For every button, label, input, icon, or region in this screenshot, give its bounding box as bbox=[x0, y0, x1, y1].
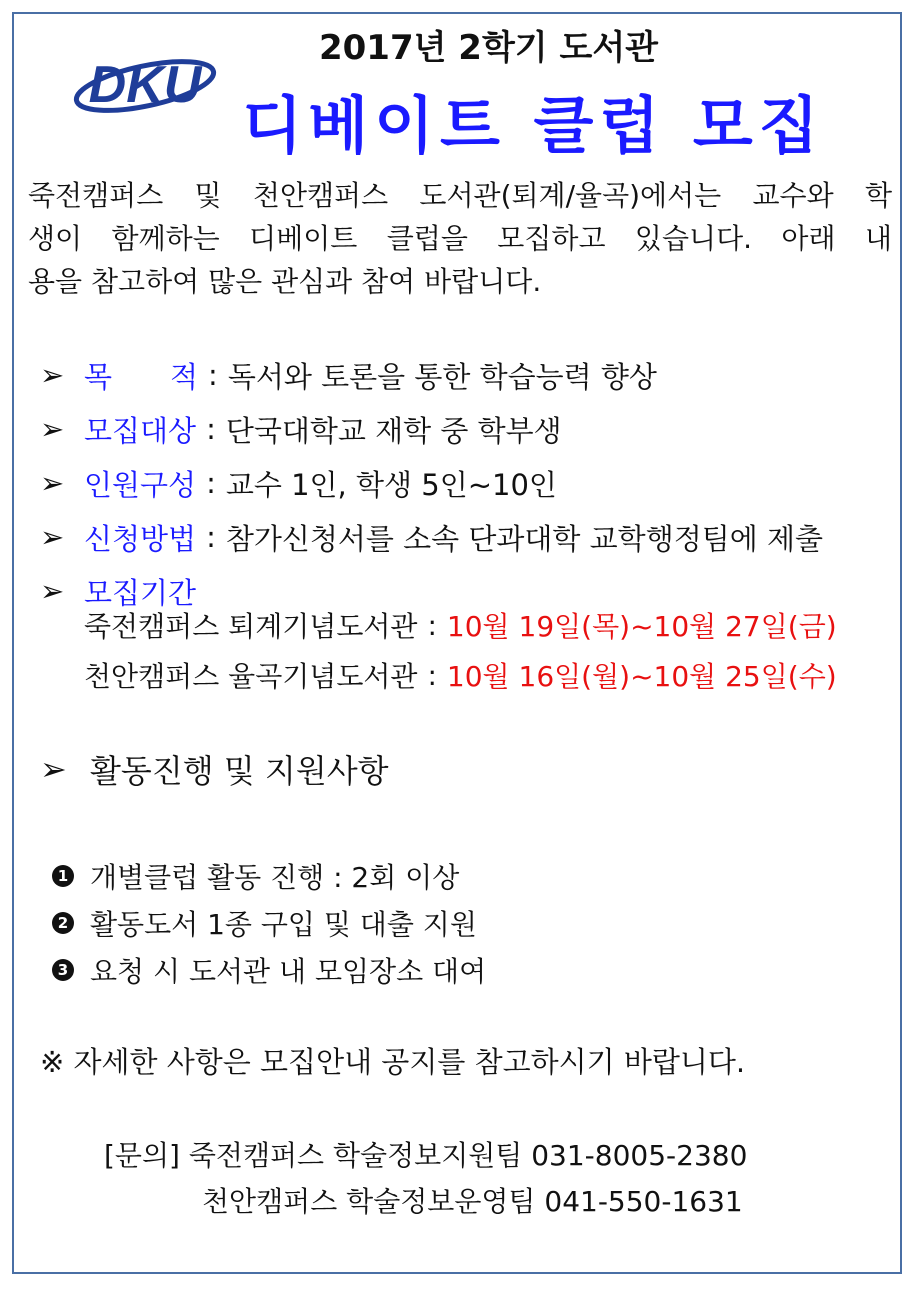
activity-text: 개별클럽 활동 진행 : 2회 이상 bbox=[90, 860, 460, 894]
arrow-bullet-icon: ➢ bbox=[40, 750, 67, 788]
poster-subtitle: 2017년 2학기 도서관 bbox=[318, 28, 659, 68]
arrow-bullet-icon: ➢ bbox=[40, 466, 65, 500]
detail-value: 참가신청서를 소속 단과대학 교학행정팀에 제출 bbox=[225, 521, 823, 556]
period-dates: 10월 16일(월)~10월 25일(수) bbox=[446, 660, 837, 693]
detail-colon: : bbox=[206, 412, 216, 446]
activities-list bbox=[52, 852, 486, 993]
activities-heading bbox=[40, 746, 389, 792]
activities-heading-text: 활동진행 및 지원사항 bbox=[90, 752, 389, 790]
poster-title: 디베이트 클럽 모집 bbox=[242, 89, 825, 162]
detail-value: 단국대학교 재학 중 학부생 bbox=[225, 413, 562, 448]
activity-item bbox=[52, 852, 486, 899]
detail-label: 인원구성 bbox=[84, 467, 197, 502]
detail-composition bbox=[40, 456, 900, 510]
period-row-cheonan bbox=[84, 650, 837, 700]
contact-row-2 bbox=[104, 1180, 747, 1226]
arrow-bullet-icon: ➢ bbox=[40, 412, 65, 446]
arrow-bullet-icon: ➢ bbox=[40, 574, 65, 608]
activity-text: 요청 시 도서관 내 모임장소 대여 bbox=[90, 954, 487, 988]
detail-colon: : bbox=[206, 466, 216, 500]
detail-label: 모집대상 bbox=[84, 413, 197, 448]
contact-label: [문의] bbox=[104, 1139, 180, 1172]
detail-value: 교수 1인, 학생 5인~10인 bbox=[225, 467, 557, 502]
contact-line: 죽전캠퍼스 학술정보지원팀 031-8005-2380 bbox=[188, 1139, 748, 1172]
svg-text:DKU: DKU bbox=[88, 56, 202, 114]
detail-label: 신청방법 bbox=[84, 521, 197, 556]
intro-line-2: 생이 함께하는 디베이트 클럽을 모집하고 있습니다. 아래 내 bbox=[28, 222, 892, 255]
period-list bbox=[84, 600, 837, 700]
detail-value: 독서와 토론을 통한 학습능력 향상 bbox=[227, 359, 657, 394]
numbered-circle-icon: 2 bbox=[52, 912, 74, 934]
detail-label: 모집기간 bbox=[84, 575, 197, 610]
period-colon: : bbox=[427, 658, 437, 692]
period-place: 천안캠퍼스 율곡기념도서관 bbox=[84, 660, 418, 693]
detail-purpose bbox=[40, 348, 900, 402]
intro-line-3: 용을 참고하여 많은 관심과 참여 바랍니다. bbox=[28, 265, 542, 298]
intro-paragraph bbox=[28, 174, 892, 303]
intro-line-1: 죽전캠퍼스 및 천안캠퍼스 도서관(퇴계/율곡)에서는 교수와 학 bbox=[28, 179, 892, 212]
period-row-jukjeon bbox=[84, 600, 837, 650]
numbered-circle-icon: 3 bbox=[52, 959, 74, 981]
activity-item bbox=[52, 946, 486, 993]
period-dates: 10월 19일(목)~10월 27일(금) bbox=[446, 610, 837, 643]
period-place: 죽전캠퍼스 퇴계기념도서관 bbox=[84, 610, 418, 643]
detail-application bbox=[40, 510, 900, 564]
notice-text: ※ 자세한 사항은 모집안내 공지를 참고하시기 바랍니다. bbox=[40, 1045, 746, 1079]
details-list bbox=[40, 348, 900, 618]
activity-item bbox=[52, 899, 486, 946]
arrow-bullet-icon: ➢ bbox=[40, 520, 65, 554]
period-colon: : bbox=[427, 608, 437, 642]
detail-colon: : bbox=[206, 520, 216, 554]
arrow-bullet-icon: ➢ bbox=[40, 358, 65, 392]
detail-label: 목 적 bbox=[84, 359, 199, 394]
contact-line: 천안캠퍼스 학술정보운영팀 041-550-1631 bbox=[202, 1185, 743, 1218]
contact-block bbox=[104, 1134, 747, 1226]
activity-text: 활동도서 1종 구입 및 대출 지원 bbox=[90, 907, 477, 941]
detail-target bbox=[40, 402, 900, 456]
numbered-circle-icon: 1 bbox=[52, 865, 74, 887]
detail-colon: : bbox=[208, 358, 218, 392]
contact-row-1 bbox=[104, 1134, 747, 1180]
